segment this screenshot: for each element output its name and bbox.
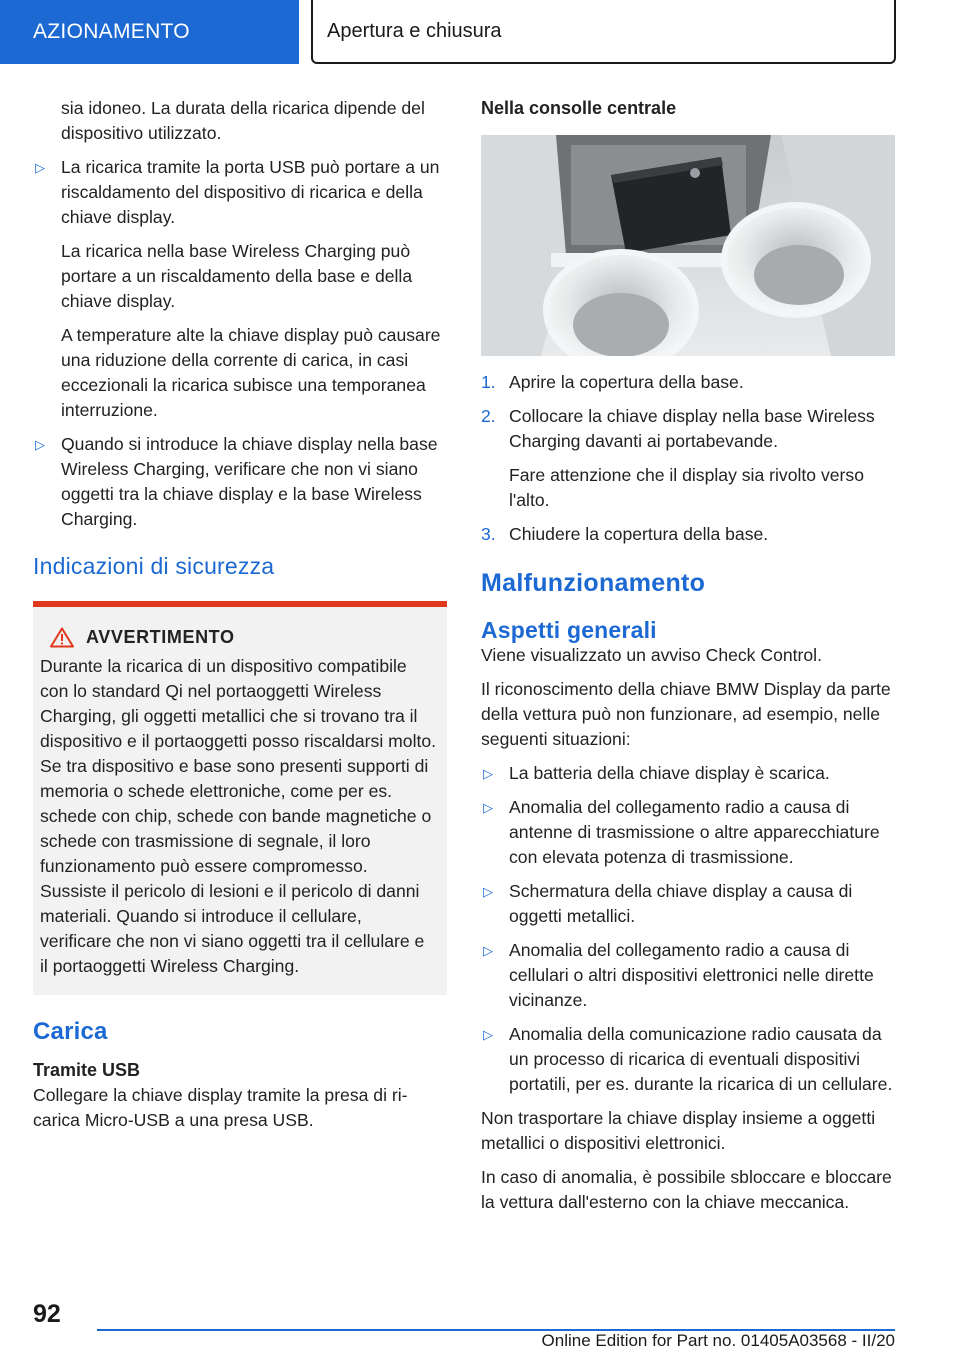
step-item: [481, 370, 895, 395]
list-item-text: La batteria della chiave display è scarica.: [509, 763, 830, 783]
triangle-bullet-icon: ▷: [483, 943, 493, 958]
list-item: [33, 155, 447, 230]
page-header: [0, 0, 960, 66]
page-number: 92: [33, 1300, 61, 1328]
list-item-text: La ricarica tramite la porta USB può portare a un riscaldamento del dispositivo di ricarica e della chiave display.: [61, 157, 440, 227]
section-title: AZIONAMENTO: [33, 20, 190, 43]
warning-box: [33, 601, 447, 995]
malfunction-heading: Malfunzionamento: [481, 569, 706, 597]
list-item: [481, 879, 895, 929]
general-text: Il riconoscimento della chiave BMW Display da parte della vettura può non funzionare, ad esempio, nelle seguenti situazioni:: [481, 679, 891, 749]
right-column: [481, 96, 895, 1224]
step-item: [481, 522, 895, 547]
list-item-text: Anomalia del collegamento radio a causa di antenne di trasmissione o altre apparecchiature con elevata potenza di trasmissione.: [509, 797, 880, 867]
triangle-bullet-icon: ▷: [483, 800, 493, 815]
warning-header: [40, 625, 437, 650]
list-item: [481, 1022, 895, 1097]
footer-edition: Online Edition for Part no. 01405A03568 - II/20: [541, 1331, 895, 1350]
warning-triangle-icon: [50, 627, 74, 648]
list-item-text: Schermatura della chiave display a causa di oggetti metallici.: [509, 881, 853, 926]
warning-text: Durante la ricarica di un dispositivo compatibile con lo standard Qi nel portaoggetti Wireless Charging, gli oggetti metallici che si trovano tra il dispositivo e il portaoggetti posso riscaldarsi molto. Se tra dispositivo e base sono presenti supporti di memoria o schede elettroniche, come per es. schede con chip, schede con bande magnetiche o schede con trasmissione di segnale, il loro funzionamento può essere compromesso. Sussiste il pericolo di lesioni e il pericolo di danni materiali. Quando si introduce il cellulare, verificare che non vi siano oggetti tra il cellulare e il portaoggetti Wireless Charging.: [40, 656, 437, 976]
step-note: Fare attenzione che il display sia rivolto verso l'alto.: [509, 465, 864, 510]
list-item: [481, 938, 895, 1013]
triangle-bullet-icon: ▷: [483, 884, 493, 899]
usb-text: Collegare la chiave display tramite la presa di ricarica Micro-USB a una presa USB.: [33, 1085, 408, 1130]
left-column: [33, 96, 447, 1142]
charge-heading: Carica: [33, 1018, 108, 1045]
console-heading: Nella consolle centrale: [481, 98, 677, 118]
step-number: 2.: [481, 406, 496, 426]
chapter-tab: [311, 0, 896, 64]
list-item-text: Anomalia della comunicazione radio causata da un processo di ricarica di eventuali dispositivi portatili, per es. durante la ricarica di un cellulare.: [509, 1024, 893, 1094]
list-item-text: Anomalia del collegamento radio a causa di cellulari o altri dispositivi elettronici nelle dirette vicinanze.: [509, 940, 874, 1010]
list-item: [33, 432, 447, 532]
step-text: Aprire la copertura della base.: [509, 372, 744, 392]
triangle-bullet-icon: ▷: [35, 160, 45, 175]
triangle-bullet-icon: ▷: [483, 1027, 493, 1042]
safety-heading: Indicazioni di sicurezza: [33, 553, 275, 579]
list-item: [481, 795, 895, 870]
step-text: Collocare la chiave display nella base Wireless Charging davanti ai portabevande.: [509, 406, 875, 451]
list-item: [481, 761, 895, 786]
triangle-bullet-icon: ▷: [35, 437, 45, 452]
console-photo: [481, 135, 895, 356]
step-item: [481, 404, 895, 454]
list-item-paragraph: La ricarica nella base Wireless Charging può portare a un riscaldamento della base e della chiave display.: [61, 241, 413, 311]
continued-text: sia idoneo. La durata della ricarica dipende del dispositivo utilizzato.: [61, 98, 425, 143]
usb-heading: Tramite USB: [33, 1060, 141, 1080]
warning-title: AVVERTIMENTO: [86, 627, 235, 647]
section-tab: [0, 0, 299, 64]
step-number: 1.: [481, 372, 496, 392]
general-text: Viene visualizzato un avviso Check Control.: [481, 645, 822, 665]
general-heading: Aspetti generali: [481, 617, 657, 643]
chapter-title: Apertura e chiusura: [327, 19, 502, 42]
list-item-paragraph: A temperature alte la chiave display può causare una riduzione della corrente di carica, in casi eccezionali la ricarica subisce una temporanea interruzione.: [61, 325, 441, 420]
closing-text: In caso di anomalia, è possibile sbloccare e bloccare la vettura dall'esterno con la chiave meccanica.: [481, 1167, 892, 1212]
closing-text: Non trasportare la chiave display insieme a oggetti metallici o dispositivi elettronici.: [481, 1108, 876, 1153]
step-text: Chiudere la copertura della base.: [509, 524, 769, 544]
list-item-text: Quando si introduce la chiave display nella base Wireless Charging, verificare che non vi siano oggetti tra la chiave display e la base Wireless Charging.: [61, 434, 438, 529]
triangle-bullet-icon: ▷: [483, 766, 493, 781]
step-number: 3.: [481, 524, 496, 544]
